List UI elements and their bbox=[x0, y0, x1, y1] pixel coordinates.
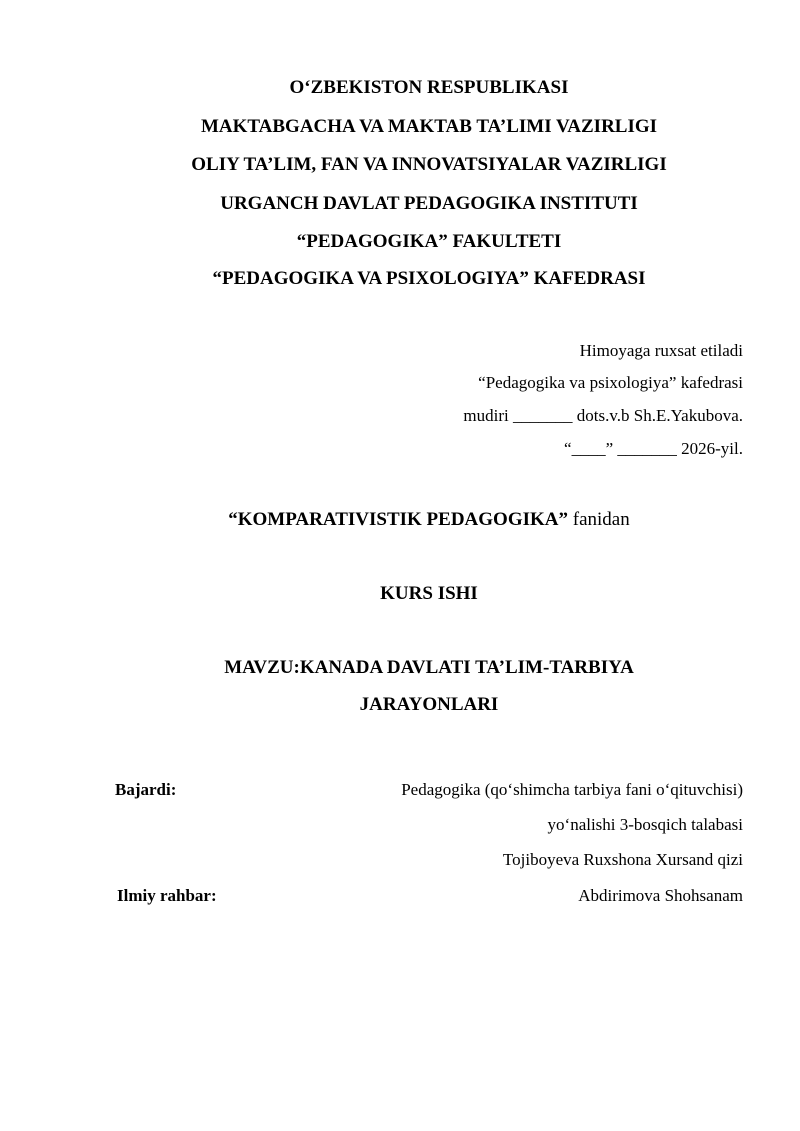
performer-specialty: Pedagogika (qo‘shimcha tarbiya fani o‘qituvchisi) bbox=[401, 780, 743, 799]
approval-title: Himoyaga ruxsat etiladi bbox=[579, 341, 743, 360]
subject-name: “KOMPARATIVISTIK PEDAGOGIKA” bbox=[228, 509, 568, 530]
performer-name: Tojiboyeva Ruxshona Xursand qizi bbox=[502, 850, 743, 869]
topic-line-2: JARAYONLARI bbox=[359, 694, 499, 715]
header-country: O‘ZBEKISTON RESPUBLIKASI bbox=[289, 77, 569, 98]
subject-line bbox=[0, 509, 800, 531]
supervisor-label: Ilmiy rahbar: bbox=[117, 886, 217, 905]
header-faculty: “PEDAGOGIKA” FAKULTETI bbox=[296, 231, 562, 252]
approval-department: “Pedagogika va psixologiya” kafedrasi bbox=[478, 373, 743, 392]
subject-suffix: fanidan bbox=[568, 509, 630, 530]
topic-line-1: MAVZU:KANADA DAVLATI TA’LIM-TARBIYA bbox=[224, 657, 634, 678]
header-department: “PEDAGOGIKA VA PSIXOLOGIYA” KAFEDRASI bbox=[212, 268, 646, 289]
approval-date: “____” _______ 2026-yil. bbox=[564, 439, 743, 458]
header-ministry-preschool: MAKTABGACHA VA MAKTAB TA’LIMI VAZIRLIGI bbox=[200, 116, 658, 137]
approval-head-signature: mudiri _______ dots.v.b Sh.E.Yakubova. bbox=[463, 406, 743, 425]
work-type: KURS ISHI bbox=[380, 583, 478, 604]
performer-label: Bajardi: bbox=[115, 780, 177, 799]
supervisor-name: Abdirimova Shohsanam bbox=[578, 886, 743, 905]
header-ministry-higher-ed: OLIY TA’LIM, FAN VA INNOVATSIYALAR VAZIRLIGI bbox=[191, 154, 667, 175]
header-institute: URGANCH DAVLAT PEDAGOGIKA INSTITUTI bbox=[220, 193, 638, 214]
performer-course: yo‘nalishi 3-bosqich talabasi bbox=[547, 815, 743, 834]
